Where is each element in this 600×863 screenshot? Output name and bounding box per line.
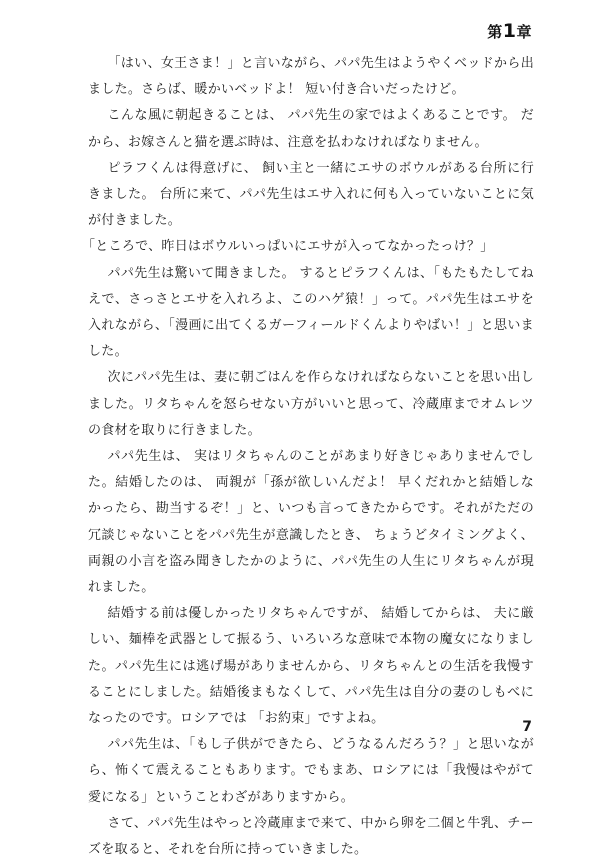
paragraph-9: パパ先生は、「もし子供ができたら、どうなるんだろう？」と思いながら、怖くて震えることもあります。でもまあ、ロシアには「我慢はやがて愛になる」ということわざがありますから。 <box>88 737 534 805</box>
paragraph-6: 次にパパ先生は、妻に朝ごはんを作らなければならないことを思い出しました。リタちゃんを怒らせない方がいいと思って、冷蔵庫までオムレツの食材を取りに行きました。 <box>88 370 534 438</box>
paragraph-8: 結婚する前は優しかったリタちゃんですが、 結婚してからは、 夫に厳しい、麺棒を武器として振るう、いろいろな意味で本物の魔女になりました。パパ先生には逃げ場がありませんから、リタちゃんとの生活を我慢することにしました。結婚後まもなくして、パパ先生は自分の妻のしもべになったのです。ロシアでは 「お約束」ですよね。 <box>88 606 534 727</box>
paragraph-10: さて、パパ先生はやっと冷蔵庫まで来て、中から卵を二個と牛乳、チーズを取ると、それを台所に持っていきました。 <box>88 815 534 858</box>
chapter-prefix: 第 <box>487 23 503 41</box>
paragraph-2: こんな風に朝起きることは、 パパ先生の家ではよくあることです。 だから、お嫁さんと猫を選ぶ時は、注意を払わなければなりません。 <box>88 108 534 150</box>
paragraph-5: パパ先生は驚いて聞きました。 するとピラフくんは、「もたもたしてねえで、さっさとエサを入れろよ、このハゲ猿！」って。パパ先生はエサを入れながら、「漫画に出てくるガーフィールドくんよりやばい！」と思いました。 <box>88 265 534 360</box>
paragraph-7: パパ先生は、 実はリタちゃんのことがあまり好きじゃありませんでした。結婚したのは、 両親が「孫が欲しいんだよ！ 早くだれかと結婚しなかったら、勘当するぞ！」と、いつも言ってきたからです。それがただの冗談じゃないことをパパ先生が意識したとき、 ちょうどタイミングよく、 両親の小言を盗み聞きしたかのように、パパ先生の人生にリタちゃんが現れました。 <box>88 449 534 596</box>
body-text <box>82 51 534 863</box>
chapter-suffix: 章 <box>516 23 532 41</box>
paragraph-4-quote: 「ところで、昨日はボウルいっぱいにエサが入ってなかったっけ？」 <box>82 239 494 255</box>
chapter-heading <box>487 20 532 42</box>
paragraph-1: 「はい、女王さま！」と言いながら、パパ先生はようやくベッドから出ました。さらば、暖かいベッドよ！ 短い付き合いだったけど。 <box>88 56 534 98</box>
paragraph-3: ピラフくんは得意げに、 飼い主と一緒にエサのボウルがある台所に行きました。 台所に来て、パパ先生はエサ入れに何も入っていないことに気が付きました。 <box>88 160 534 229</box>
chapter-number: 1 <box>502 20 517 42</box>
page-number: 7 <box>522 719 532 735</box>
